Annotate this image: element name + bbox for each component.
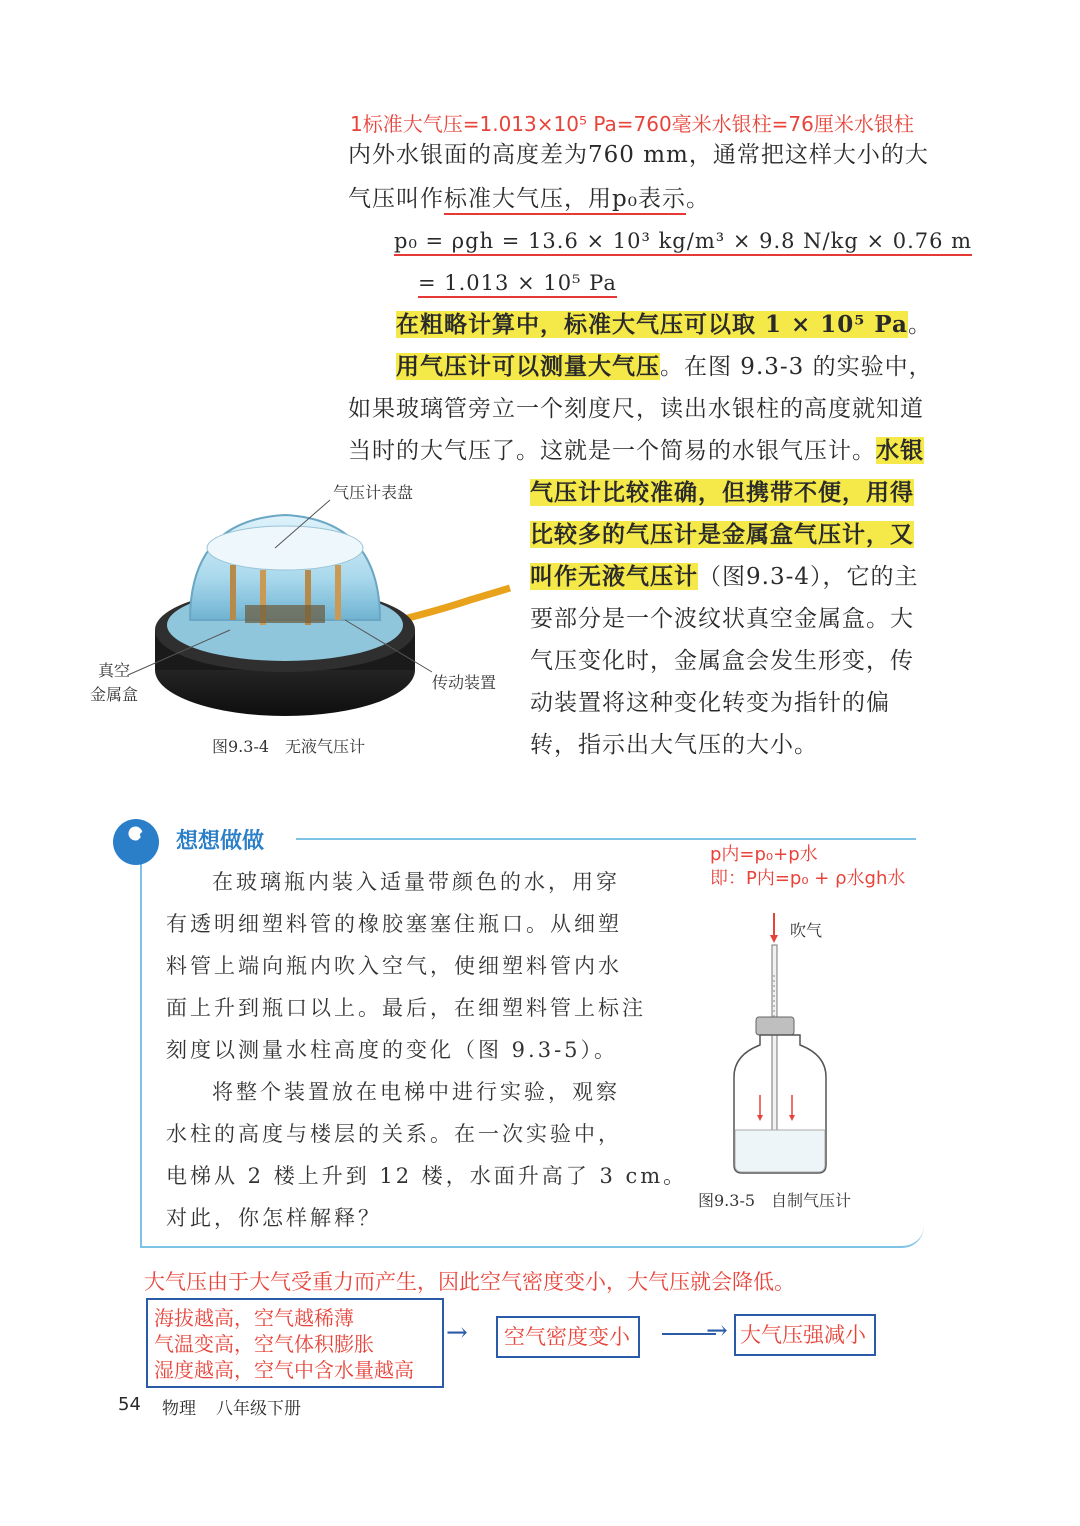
approx-highlight: 在粗略计算中，标准大气压可以取 1 × 10⁵ Pa <box>396 311 908 338</box>
mercury-highlight: 水银 <box>876 437 924 464</box>
activity-line-2: 有透明细塑料管的橡胶塞塞住瓶口。从细塑 <box>166 912 622 936</box>
homemade-barometer-figure <box>720 905 840 1185</box>
page-number: 54 <box>118 1394 141 1415</box>
standard-pressure-note: 1标准大气压=1.013×10⁵ Pa=760毫米水银柱=76厘米水银柱 <box>350 112 914 136</box>
para3-hl3: 叫作无液气压计 <box>530 563 698 590</box>
arrow-2: → <box>706 1316 728 1346</box>
barometer-highlight: 用气压计可以测量大气压 <box>396 353 660 380</box>
footer-subject: 物理 <box>162 1399 196 1419</box>
formula-line1 <box>394 226 972 256</box>
para2-line2: 如果玻璃管旁立一个刻度尺，读出水银柱的高度就知道 <box>348 396 924 422</box>
label-vacuum-box-2: 金属盒 <box>90 685 139 704</box>
activity-line-1: 在玻璃瓶内装入适量带颜色的水，用穿 <box>212 870 620 894</box>
para3-hl1: 气压计比较准确，但携带不便，用得 <box>530 479 914 506</box>
para3-line3 <box>530 562 918 592</box>
approx-line <box>396 310 932 340</box>
para2-line1 <box>396 352 933 382</box>
factor-altitude: 海拔越高，空气越稀薄 <box>154 1306 354 1330</box>
wrench-icon <box>112 818 160 866</box>
pressure-note-1: p内=p₀+p水 <box>710 844 818 865</box>
density-decrease: 空气密度变小 <box>504 1325 630 1349</box>
para3-line7: 转，指示出大气压的大小。 <box>530 732 818 758</box>
para3-l3-rest: （图9.3-4），它的主 <box>698 564 919 590</box>
activity-line-9: 对此，你怎样解释？ <box>166 1206 382 1230</box>
arrow-1: → <box>446 1318 468 1348</box>
para3-hl2: 比较多的气压计是金属盒气压计，又 <box>530 521 914 548</box>
para3-line1 <box>530 478 914 508</box>
pressure-decrease: 大气压强减小 <box>740 1323 866 1347</box>
blow-label: 吹气 <box>790 921 823 940</box>
fig5-caption: 图9.3-5 自制气压计 <box>698 1191 852 1210</box>
formula-result: = 1.013 × 10⁵ Pa <box>418 271 617 298</box>
para2-line3 <box>348 436 924 466</box>
label-transmission: 传动装置 <box>432 673 497 692</box>
para1-line1: 内外水银面的高度差为760 mm，通常把这样大小的大 <box>348 142 929 168</box>
activity-title: 想想做做 <box>176 829 265 854</box>
activity-line-4: 面上升到瓶口以上。最后，在细塑料管上标注 <box>166 996 646 1020</box>
activity-line-3: 料管上端向瓶内吹入空气，使细塑料管内水 <box>166 954 622 978</box>
para2-line3-pre: 当时的大气压了。这就是一个简易的水银气压计。 <box>348 438 876 464</box>
activity-title-rule <box>296 838 916 840</box>
factor-temperature: 气温变高，空气体积膨胀 <box>154 1332 374 1356</box>
footer-book: 八年级下册 <box>216 1399 301 1419</box>
para3-line2 <box>530 520 914 550</box>
approx-end: 。 <box>907 312 932 338</box>
activity-line-5: 刻度以测量水柱高度的变化（图 9.3-5）。 <box>166 1038 619 1062</box>
formula-expression: p₀ = ρgh = 13.6 × 10³ kg/m³ × 9.8 N/kg × 0.76 m <box>394 229 972 256</box>
fig4-caption: 图9.3-4 无液气压计 <box>212 737 366 756</box>
activity-line-7: 水柱的高度与楼层的关系。在一次实验中， <box>166 1122 622 1146</box>
para3-line6: 动装置将这种变化转变为指针的偏 <box>530 690 890 716</box>
para1-line2-post: 。 <box>685 186 710 212</box>
para1-line2-pre: 气压叫作 <box>348 186 444 212</box>
formula-line2 <box>418 268 617 298</box>
para3-line4: 要部分是一个波纹状真空金属盒。大 <box>530 606 914 632</box>
gravity-explanation: 大气压由于大气受重力而产生，因此空气密度变小，大气压就会降低。 <box>144 1270 795 1294</box>
para3-line5: 气压变化时，金属盒会发生形变，传 <box>530 648 914 674</box>
factor-humidity: 湿度越高，空气中含水量越高 <box>154 1358 414 1382</box>
para2-rest: 。在图 9.3-3 的实验中， <box>660 354 933 380</box>
label-vacuum-box-1: 真空 <box>98 661 131 680</box>
label-dial: 气压计表盘 <box>333 483 414 502</box>
para1-line2 <box>348 184 710 214</box>
activity-line-8: 电梯从 2 楼上升到 12 楼，水面升高了 3 cm。 <box>166 1164 688 1188</box>
activity-line-6: 将整个装置放在电梯中进行实验，观察 <box>212 1080 620 1104</box>
pressure-note-2: 即：P内=p₀ + ρ水gh水 <box>710 868 906 889</box>
standard-pressure-definition: 标准大气压，用p₀表示 <box>444 186 686 215</box>
